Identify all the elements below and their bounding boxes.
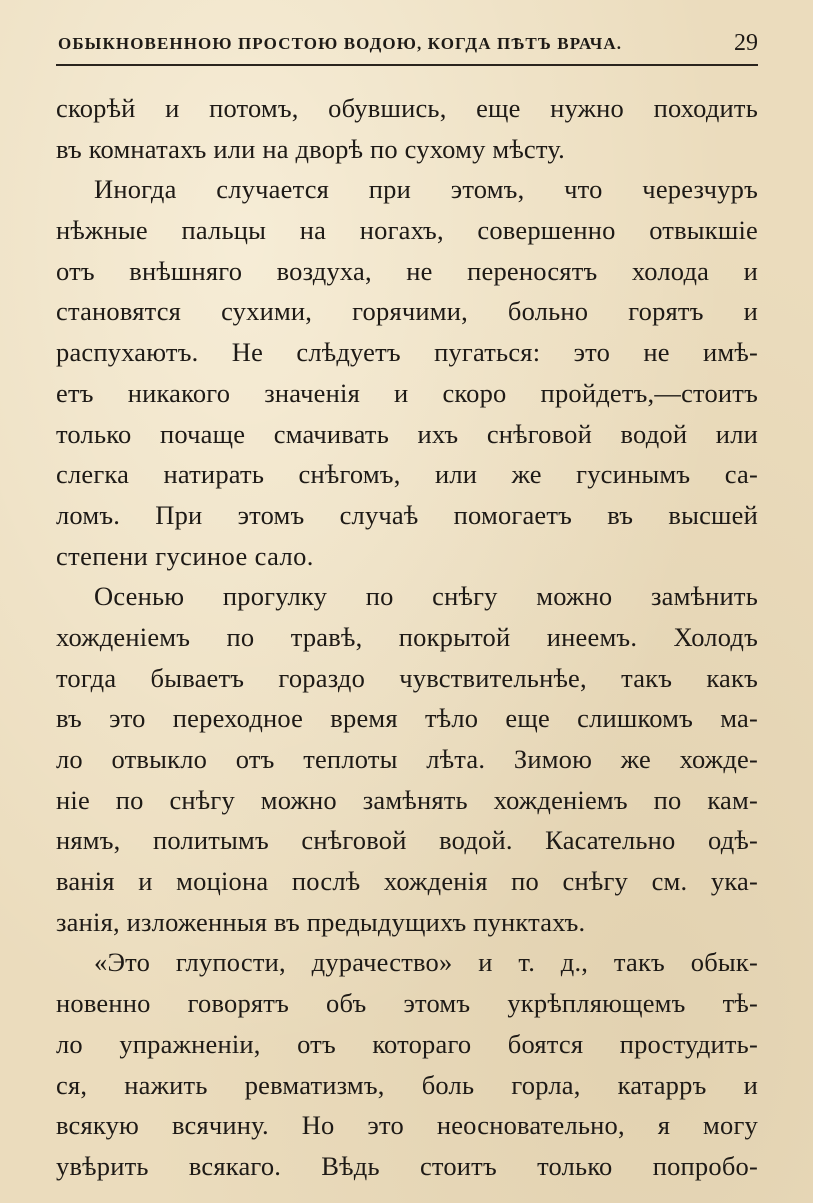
text-line: скорѣй и потомъ, обувшись, еще нужно походить	[56, 93, 758, 123]
text-line: увѣрить всякаго. Вѣдь стоитъ только попробо-	[56, 1150, 758, 1181]
running-head	[58, 30, 758, 60]
text-line: Осенью прогулку по снѣгу можно замѣнить	[94, 581, 758, 612]
text-line: тогда бываетъ гораздо чувствительнѣе, такъ какъ	[56, 662, 758, 693]
text-line: ся, нажить ревматизмъ, боль горла, катарръ и	[56, 1069, 758, 1100]
text-line: Иногда случается при этомъ, что черезчуръ	[94, 174, 758, 205]
text-line: всякую всячину. Но это неосновательно, я могу	[56, 1110, 758, 1141]
text-line: ванія и моціона послѣ хожденія по снѣгу см. ука-	[56, 866, 758, 897]
text-line: занія, изложенныя въ предыдущихъ пунктахъ.	[56, 906, 586, 937]
header-rule	[56, 64, 758, 66]
text-line: въ это переходное время тѣло еще слишкомъ ма-	[56, 703, 758, 734]
text-line: становятся сухими, горячими, больно горятъ и	[56, 296, 758, 327]
text-line: степени гусиное сало.	[56, 540, 314, 571]
text-line: только почаще смачивать ихъ снѣговой водой или	[56, 418, 758, 449]
text-line: ніе по снѣгу можно замѣнять хожденіемъ по кам-	[56, 784, 758, 815]
page-number: 29	[734, 30, 758, 56]
text-line: слегка натирать снѣгомъ, или же гусинымъ са-	[56, 459, 758, 490]
text-body	[56, 88, 758, 1187]
text-line: новенно говорятъ объ этомъ укрѣпляющемъ тѣ-	[56, 988, 758, 1019]
text-line: ло упражненіи, отъ котораго боятся простудить-	[56, 1028, 758, 1059]
text-line: хожденіемъ по травѣ, покрытой инеемъ. Холодъ	[56, 621, 758, 652]
text-line: ло отвыкло отъ теплоты лѣта. Зимою же хожде-	[56, 744, 758, 774]
text-line: въ комнатахъ или на дворѣ по сухому мѣсту.	[56, 133, 565, 164]
text-line: нѣжные пальцы на ногахъ, совершенно отвыкшіе	[56, 215, 758, 246]
text-line: распухаютъ. Не слѣдуетъ пугаться: это не имѣ-	[56, 337, 758, 368]
text-line: «Это глупости, дурачество» и т. д., такъ обык-	[94, 947, 758, 978]
running-title: ОБЫКНОВЕННОЮ ПРОСТОЮ ВОДОЮ, КОГДА ПѢТЪ ВРАЧА.	[58, 34, 623, 53]
text-line: отъ внѣшняго воздуха, не переносятъ холода и	[56, 255, 758, 286]
text-line: нямъ, политымъ снѣговой водой. Касательно одѣ-	[56, 825, 758, 856]
text-line: етъ никакого значенія и скоро пройдетъ,—стоитъ	[56, 377, 758, 408]
text-line: ломъ. При этомъ случаѣ помогаетъ въ высшей	[56, 499, 758, 530]
